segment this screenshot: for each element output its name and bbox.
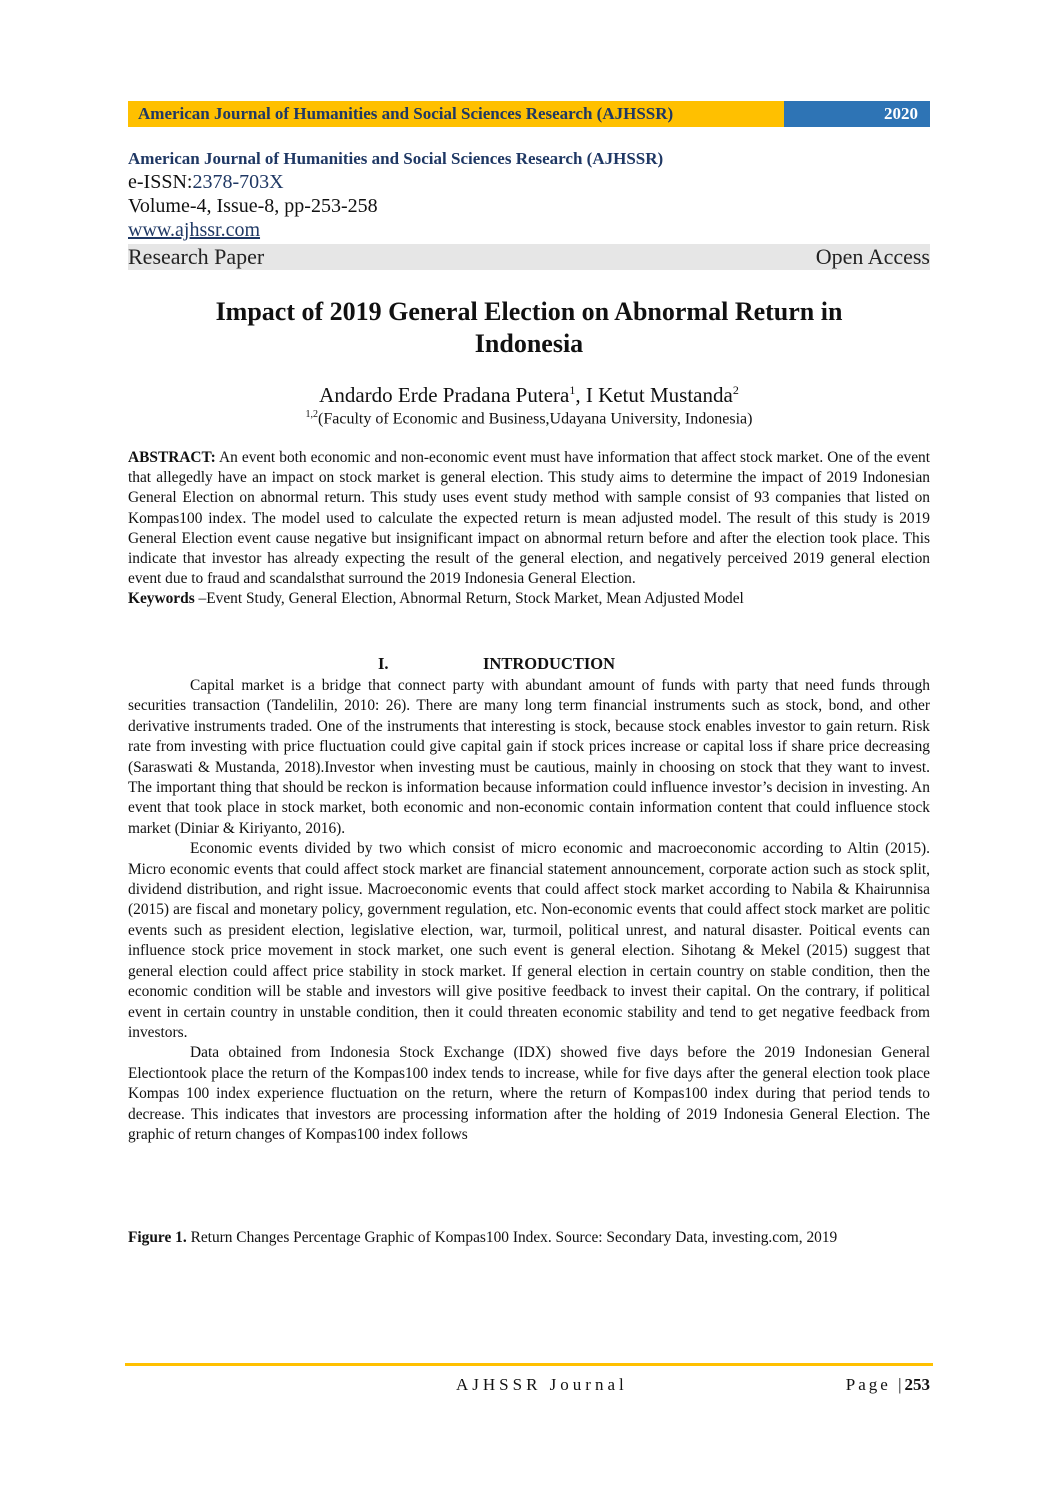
- abstract-label: ABSTRACT:: [128, 449, 216, 466]
- abstract-body: [128, 448, 930, 589]
- paper-title: [128, 296, 930, 360]
- keywords-text: –Event Study, General Election, Abnormal Return, Stock Market, Mean Adjusted Model: [194, 590, 744, 608]
- eissn-line: [128, 170, 930, 194]
- affiliation: [128, 404, 930, 430]
- abstract: [128, 448, 930, 610]
- paragraph: Data obtained from Indonesia Stock Exchange (IDX) showed five days before the 2019 Indonesian General Electiontook place the return of the Kompas100 index tends to increase, while for five days after the general election took place Kompas 100 index experience fluctuation on the return, where the return of Kompas100 index during that period tends to decrease. This indicates that investors are processing information after the holding of 2019 Indonesia General Election. The graphic of return changes of Kompas100 index follows: [128, 1044, 930, 1143]
- eissn-label: e-ISSN:: [128, 171, 193, 193]
- footer-page-number: 253: [904, 1375, 930, 1394]
- footer-page-label: Page |: [845, 1375, 905, 1394]
- author-1-sup: 1: [569, 383, 576, 397]
- footer-page: [846, 1374, 930, 1396]
- author-1: Andardo Erde Pradana Putera: [319, 383, 570, 407]
- banner-journal-name: American Journal of Humanities and Social Sciences Research (AJHSSR): [128, 101, 784, 127]
- eissn-value: 2378-703X: [192, 171, 284, 193]
- journal-banner: [128, 101, 930, 127]
- figure-caption: [128, 1228, 930, 1248]
- journal-name: American Journal of Humanities and Social Sciences Research (AJHSSR): [128, 149, 664, 168]
- section-title: INTRODUCTION: [483, 654, 616, 673]
- banner-year: 2020: [784, 101, 930, 127]
- abstract-text: An event both economic and non-economic event must have information that affect stock market. One of the event that allegedly have an impact on stock market is general election. This study aims to determine the impact of 2019 Indonesian General Election on abnormal return. This study uses event study method with sample consist of 93 companies that listed on Kompas100 index. The model used to calculate the expected return is mean adjusted model. The result of this study is 2019 General Election event cause negative but insignificant impact on abnormal return before and after the election took place. This indicate that investor has already expecting the result of the general election, and negatively perceived 2019 general election event due to fraud and scandalsthat surround the 2019 Indonesia General Election.: [128, 449, 930, 588]
- keywords-label: Keywords: [128, 590, 195, 608]
- access-type: Open Access: [815, 244, 930, 269]
- footer-journal: AJHSSR Journal: [456, 1375, 628, 1394]
- affiliation-text: (Faculty of Economic and Business,Udayana University, Indonesia): [318, 410, 753, 428]
- title-line-2: Indonesia: [474, 329, 584, 358]
- keywords: [128, 589, 930, 609]
- author-2: , I Ketut Mustanda: [575, 383, 733, 407]
- paper-type: Research Paper: [128, 244, 265, 269]
- introduction-body: [128, 676, 930, 1145]
- section-number: I.: [378, 654, 389, 673]
- figure-label: Figure 1.: [128, 1229, 187, 1246]
- figure-caption-text: Return Changes Percentage Graphic of Kompas100 Index. Source: Secondary Data, investing.com, 2019: [186, 1229, 838, 1246]
- author-2-sup: 2: [732, 383, 739, 397]
- paper-type-bar: [128, 244, 930, 270]
- website-link[interactable]: www.ajhssr.com: [128, 219, 261, 241]
- footer-divider: [125, 1363, 933, 1366]
- paragraph: Capital market is a bridge that connect party with abundant amount of funds with party that need funds through securities transaction (Tandelilin, 2010: 26). There are many long term financial instruments such as stock, bond, and other derivative instruments traded. One of the instruments that interesting is stock, because stock enables investor to gain return. Risk rate from investing with price fluctuation could give capital gain if stock prices increase or capital loss if share price decreasing (Saraswati & Mustanda, 2018).Investor when investing must be cautious, mainly in choosing on stock that they want to invest. The important thing that should be reckon is information because information could influence investor’s decision in investing. An event that took place in stock market, both economic and non-economic contain information content that could influence stock market (Diniar & Kiriyanto, 2016).: [128, 677, 930, 837]
- affiliation-sup: 1,2: [305, 409, 319, 420]
- volume-line: Volume-4, Issue-8, pp-253-258: [128, 195, 378, 217]
- journal-meta: [128, 148, 930, 270]
- paragraph: Economic events divided by two which consist of micro economic and macroeconomic according to Altin (2015). Micro economic events that could affect stock market are financial statement announcement, corporate action such as stock split, dividend distribution, and right issue. Macroeconomic events that could affect stock market according to Nabila & Khairunnisa (2015) are fiscal and monetary policy, government regulation, etc. Non-economic events that could affect stock market are politic events such as president election, legislative election, war, turmoil, political unrest, and natural disaster. Poitical events can influence stock price movement in stock market, one such event is general election. Sihotang & Mekel (2015) suggest that general election could affect price stability in stock market. If general election in certain country on stable condition, then the economic condition will be stable and investors will give positive feedback to invest their capital. On the contrary, if political event in certain country in unstable condition, then it could threaten economic stability and tend to get negative feedback from investors.: [128, 840, 930, 1041]
- title-line-1: Impact of 2019 General Election on Abnormal Return in: [215, 297, 843, 326]
